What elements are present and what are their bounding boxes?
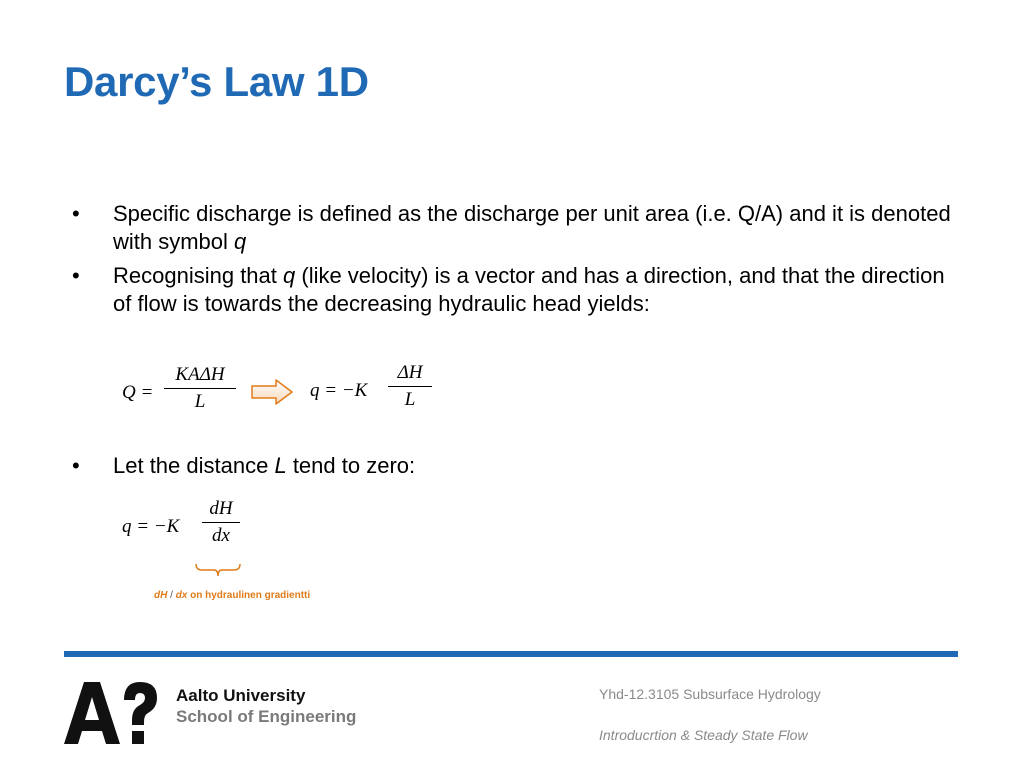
bullet-text: Specific discharge is defined as the discharge per unit area (i.e. Q/A) and it is denoted with symbol — [113, 201, 951, 254]
school-name: School of Engineering — [176, 707, 357, 726]
annotation-dx: dx — [175, 590, 188, 601]
bullet-vector-direction — [72, 262, 952, 318]
equation-fraction — [388, 362, 432, 411]
hydraulic-gradient-annotation — [154, 590, 310, 601]
equation-denominator: L — [404, 389, 416, 410]
annotation-text: on hydraulinen gradientti — [187, 590, 311, 601]
bullet-italic-symbol: q — [234, 229, 247, 254]
equation-lhs: q = −K — [122, 516, 180, 537]
equation-numerator: KAΔH — [175, 364, 225, 385]
lecture-topic: Introducrtion & Steady State Flow — [599, 727, 808, 743]
bullet-text: Recognising that — [113, 263, 283, 288]
equation-fraction — [202, 498, 240, 547]
equation-darcy-differential — [122, 498, 252, 562]
slide-title: Darcy’s Law 1D — [64, 58, 369, 105]
equation-fraction — [164, 364, 236, 413]
right-arrow-icon — [250, 378, 294, 406]
fraction-bar — [388, 386, 432, 387]
footer-divider — [64, 651, 958, 657]
equation-denominator: L — [194, 391, 206, 412]
annotation-separator: / — [167, 590, 176, 601]
equation-numerator: ΔH — [397, 362, 423, 383]
curly-brace-icon — [194, 562, 242, 578]
university-name: Aalto University — [176, 686, 306, 705]
equation-denominator: dx — [212, 525, 230, 546]
equation-lhs: q = −K — [310, 380, 368, 401]
bullet-specific-discharge — [72, 200, 952, 256]
course-code: Yhd-12.3105 Subsurface Hydrology — [599, 686, 821, 702]
equation-numerator: dH — [209, 498, 233, 519]
bullet-text: Let the distance — [113, 453, 275, 478]
bullet-italic-symbol: q — [283, 263, 296, 288]
aalto-logo-a-question-mark — [64, 682, 160, 744]
bullet-text: (like velocity) is a vector and has a direction, and that the direction of flow is towards the decreasing hydraulic head yields: — [113, 263, 945, 316]
bullet-text: tend to zero: — [286, 453, 416, 478]
fraction-bar — [164, 388, 236, 389]
fraction-bar — [202, 522, 240, 523]
bullet-italic-symbol: L — [274, 453, 287, 478]
equation-specific-discharge — [310, 362, 440, 424]
annotation-dh: dH — [154, 590, 168, 601]
bullet-distance-to-zero — [72, 452, 415, 480]
equation-lhs: Q = — [122, 382, 154, 403]
equation-q-total — [122, 364, 242, 424]
bullet-list — [72, 200, 952, 324]
